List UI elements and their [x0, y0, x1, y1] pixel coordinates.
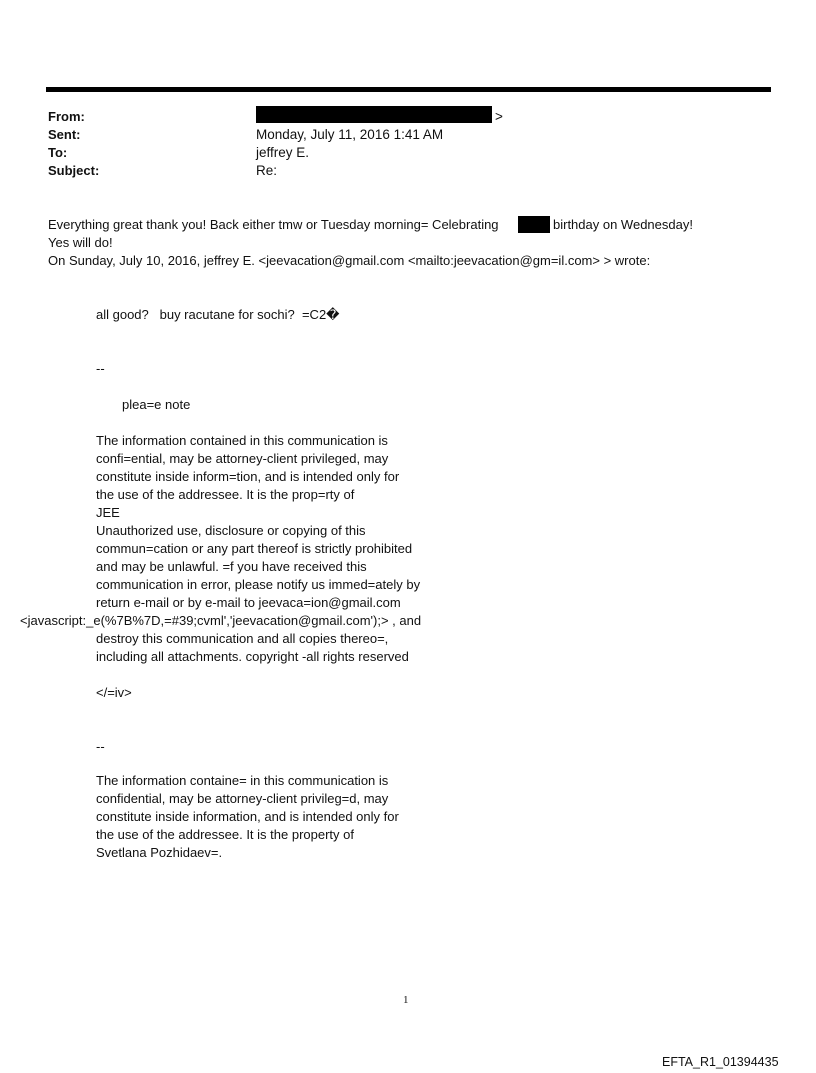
- disclaimer-line: destroy this communication and all copies thereo=,: [96, 631, 389, 646]
- disclaimer-line: confi=ential, may be attorney-client privileged, may: [96, 451, 389, 466]
- disclaimer2-line: confidential, may be attorney-client privileg=d, may: [96, 791, 389, 806]
- plea-note: plea=e note: [122, 397, 191, 412]
- subject-label: Subject:: [48, 163, 100, 178]
- disclaimer-line: and may be unlawful. =f you have received this: [96, 559, 367, 574]
- disclaimer-line: constitute inside inform=tion, and is intended only for: [96, 469, 400, 484]
- disclaimer-line: return e-mail or by e-mail to jeevaca=ion@gmail.com: [96, 595, 401, 610]
- disclaimer-line: JEE: [96, 505, 120, 520]
- disclaimer2-line: Svetlana Pozhidaev=.: [96, 845, 223, 860]
- page-number: 1: [403, 994, 409, 1006]
- header-rule: [46, 87, 771, 92]
- subject-value: Re:: [256, 163, 278, 178]
- disclaimer-line: The information contained in this communication is: [96, 433, 388, 448]
- disclaimer-line: communication in error, please notify us immed=ately by: [96, 577, 421, 592]
- from-label: From:: [48, 109, 85, 124]
- reply-text-end: birthday on Wednesday!: [553, 217, 693, 232]
- separator-1: --: [96, 361, 105, 376]
- quote-intro: On Sunday, July 10, 2016, jeffrey E. <jeevacation@gmail.com <mailto:jeevacation@gm=il.com> > wrote:: [48, 253, 651, 268]
- disclaimer2-line: The information containe= in this communication is: [96, 773, 389, 788]
- div-close-tag: </=iv>: [96, 685, 132, 700]
- to-label: To:: [48, 145, 68, 160]
- disclaimer-line: the use of the addressee. It is the prop=rty of: [96, 487, 355, 502]
- from-suffix: >: [495, 109, 503, 124]
- quoted-message: all good? buy racutane for sochi? =C2�: [96, 307, 340, 322]
- reply-text-start: Everything great thank you! Back either tmw or Tuesday morning= Celebrating: [48, 217, 499, 232]
- disclaimer-line: commun=cation or any part thereof is strictly prohibited: [96, 541, 413, 556]
- disclaimer-line: including all attachments. copyright -all rights reserved: [96, 649, 409, 664]
- separator-2: --: [96, 739, 105, 754]
- disclaimer-line: Unauthorized use, disclosure or copying of this: [96, 523, 366, 538]
- disclaimer2-line: constitute inside information, and is intended only for: [96, 809, 399, 824]
- to-value: jeffrey E.: [256, 145, 310, 160]
- reply-line-2: Yes will do!: [48, 235, 113, 250]
- disclaimer2-line: the use of the addressee. It is the property of: [96, 827, 354, 842]
- document-id: EFTA_R1_01394435: [662, 1055, 779, 1069]
- sent-value: Monday, July 11, 2016 1:41 AM: [256, 127, 444, 142]
- redacted-name: [518, 216, 550, 233]
- sent-label: Sent:: [48, 127, 81, 142]
- javascript-link-line: <javascript:_e(%7B%7D,=#39;cvml','jeevacation@gmail.com');> , and: [20, 613, 422, 628]
- redacted-sender: [256, 106, 492, 123]
